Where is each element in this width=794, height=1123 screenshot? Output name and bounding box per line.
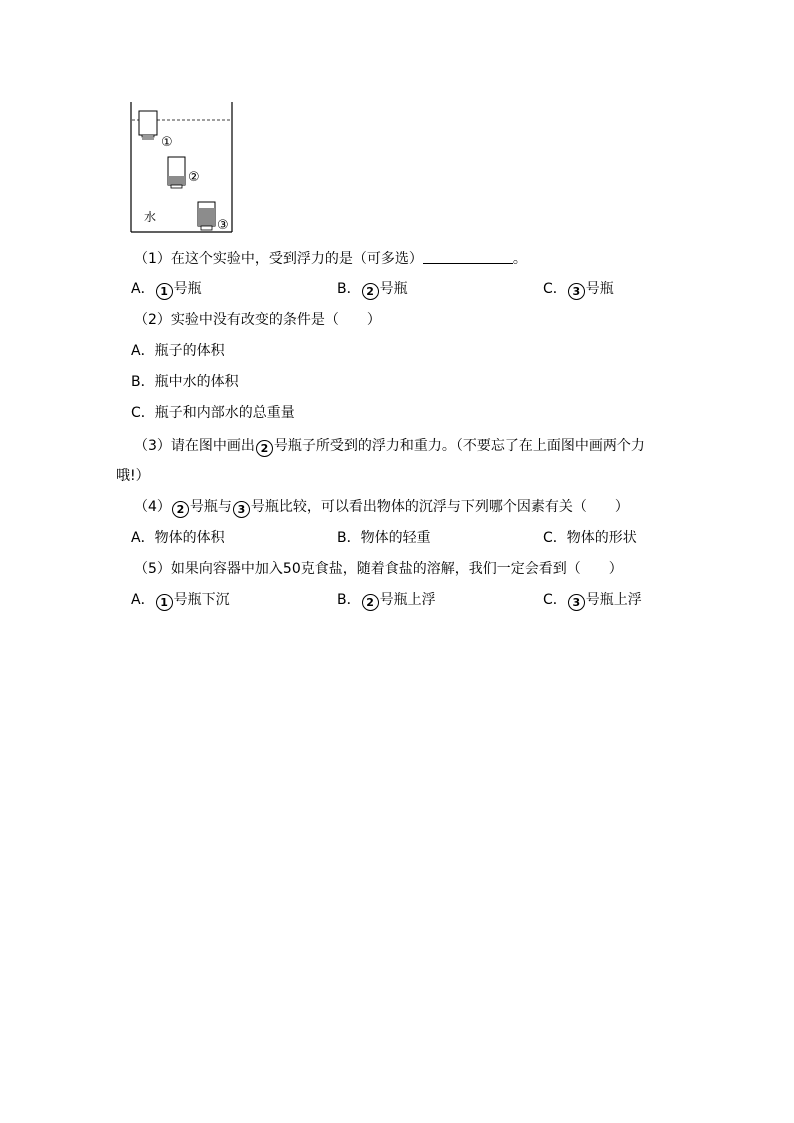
q3-stem: （3）请在图中画出 2 号瓶子所受到的浮力和重力。（不要忘了在上面图中画两个力 xyxy=(134,438,645,455)
circled-number: 1 xyxy=(156,283,173,300)
circled-number: 3 xyxy=(568,594,585,611)
q1-prefix: （1）在这个实验中，受到浮力的是（可多选） xyxy=(134,251,423,267)
q1-option-b[interactable]: B． 2 号瓶 xyxy=(337,281,408,298)
circled-number: 2 xyxy=(256,440,273,457)
circled-number: 3 xyxy=(233,501,250,518)
q5-option-b[interactable]: B． 2 号瓶上浮 xyxy=(337,592,436,609)
q1-stem xyxy=(134,249,527,268)
bottle-2 xyxy=(168,157,185,188)
q4-option-a[interactable]: A．物体的体积 xyxy=(131,530,225,546)
circled-number: 3 xyxy=(568,283,585,300)
circled-number: 1 xyxy=(156,594,173,611)
bottle-3-label: ③ xyxy=(217,218,229,233)
q3-stem-line2: 哦!） xyxy=(116,468,150,484)
circled-number: 2 xyxy=(362,283,379,300)
q1-answer-blank[interactable] xyxy=(423,249,513,264)
q4-option-b[interactable]: B．物体的轻重 xyxy=(337,530,431,546)
q1-suffix: 。 xyxy=(512,251,527,267)
q2-option-a[interactable]: A．瓶子的体积 xyxy=(131,343,225,359)
q1-option-a[interactable]: A． 1 号瓶 xyxy=(131,281,202,298)
circled-number: 2 xyxy=(172,501,189,518)
bottle-1-label: ① xyxy=(161,135,173,150)
water-label: 水 xyxy=(144,210,157,224)
circled-number: 2 xyxy=(362,594,379,611)
q4-option-c[interactable]: C．物体的形状 xyxy=(543,530,637,546)
q2-option-c[interactable]: C．瓶子和内部水的总重量 xyxy=(131,405,295,421)
q5-stem: （5）如果向容器中加入50克食盐，随着食盐的溶解，我们一定会看到（ ） xyxy=(134,561,623,577)
q1-option-c[interactable]: C． 3 号瓶 xyxy=(543,281,614,298)
q4-stem: （4） 2 号瓶与 3 号瓶比较，可以看出物体的沉浮与下列哪个因素有关（ ） xyxy=(134,499,629,516)
bottle-2-label: ② xyxy=(188,170,200,185)
experiment-diagram xyxy=(128,100,238,235)
q2-stem: （2）实验中没有改变的条件是（ ） xyxy=(134,312,381,328)
q5-option-a[interactable]: A． 1 号瓶下沉 xyxy=(131,592,230,609)
bottle-3 xyxy=(198,202,215,230)
q2-option-b[interactable]: B．瓶中水的体积 xyxy=(131,374,239,390)
q5-option-c[interactable]: C． 3 号瓶上浮 xyxy=(543,592,642,609)
bottle-1 xyxy=(139,111,157,139)
